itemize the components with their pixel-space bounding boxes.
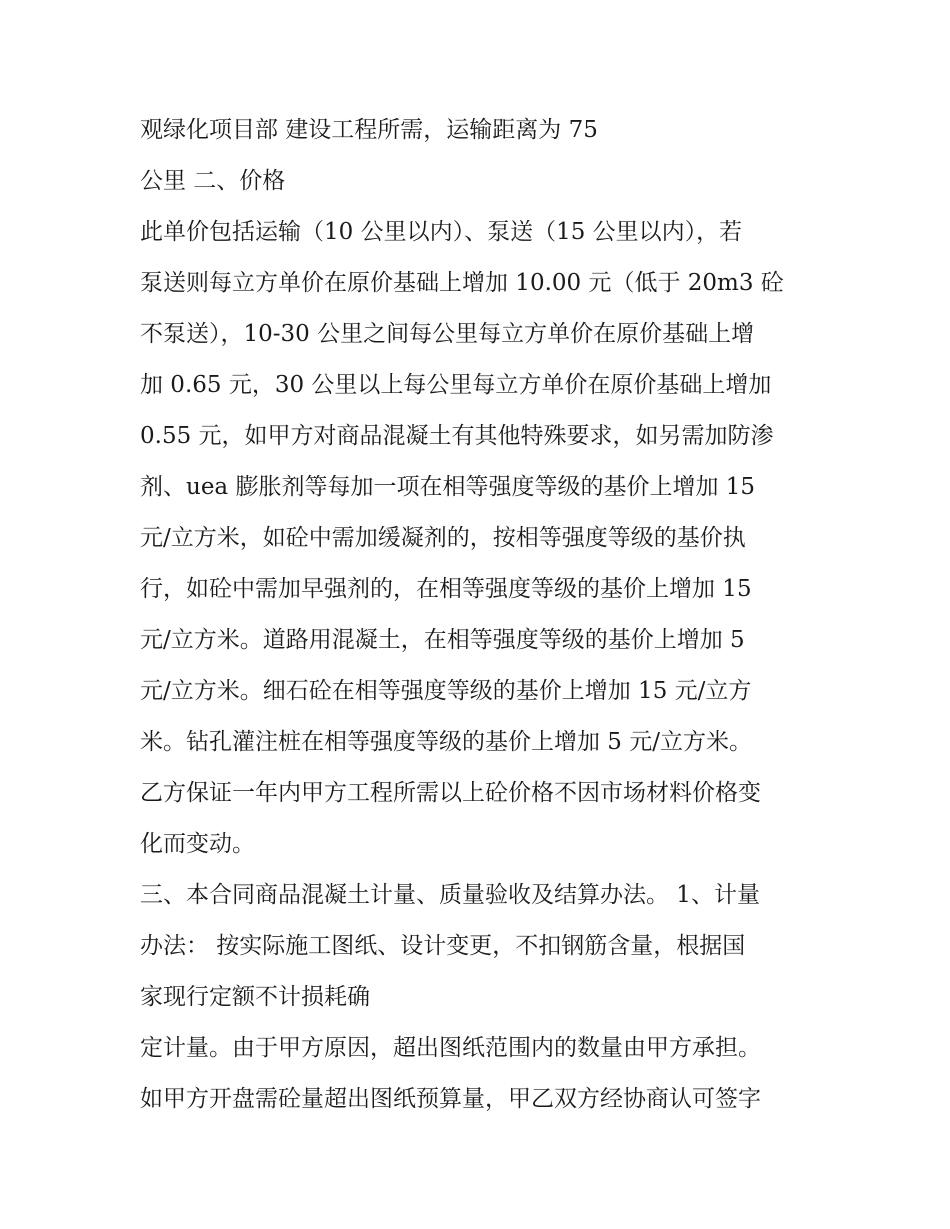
text-line: 0.55 元，如甲方对商品混凝土有其他特殊要求，如另需加防渗 xyxy=(140,423,774,449)
text-line: 元/立方米，如砼中需加缓凝剂的，按相等强度等级的基价执 xyxy=(140,525,746,551)
text-line: 三、本合同商品混凝土计量、质量验收及结算办法。 1、计量 xyxy=(140,882,760,908)
text-line: 行，如砼中需加早强剂的，在相等强度等级的基价上增加 15 xyxy=(140,576,752,602)
text-line: 观绿化项目部 建设工程所需，运输距离为 75 xyxy=(140,117,598,143)
text-line: 化而变动。 xyxy=(140,831,255,857)
text-line: 元/立方米。细石砼在相等强度等级的基价上增加 15 元/立方 xyxy=(140,678,752,704)
text-line: 加 0.65 元，30 公里以上每公里每立方单价在原价基础上增加 xyxy=(140,372,772,398)
text-line: 如甲方开盘需砼量超出图纸预算量，甲乙双方经协商认可签字 xyxy=(140,1086,761,1112)
text-line: 剂、uea 膨胀剂等每加一项在相等强度等级的基价上增加 15 xyxy=(140,474,756,500)
text-line: 办法： 按实际施工图纸、设计变更，不扣钢筋含量，根据国 xyxy=(140,933,746,959)
text-line: 此单价包括运输（10 公里以内）、泵送（15 公里以内），若 xyxy=(140,219,743,245)
document-body xyxy=(140,105,830,1125)
text-line: 定计量。由于甲方原因，超出图纸范围内的数量由甲方承担。 xyxy=(140,1035,761,1061)
text-line: 泵送则每立方单价在原价基础上增加 10.00 元（低于 20m3 砼 xyxy=(140,270,784,296)
text-line: 元/立方米。道路用混凝土，在相等强度等级的基价上增加 5 xyxy=(140,627,745,653)
text-line: 米。钻孔灌注桩在相等强度等级的基价上增加 5 元/立方米。 xyxy=(140,729,753,755)
text-line: 家现行定额不计损耗确 xyxy=(140,984,370,1010)
text-line: 公里 二、价格 xyxy=(140,168,286,194)
text-line: 不泵送），10-30 公里之间每公里每立方单价在原价基础上增 xyxy=(140,321,755,347)
text-line: 乙方保证一年内甲方工程所需以上砼价格不因市场材料价格变 xyxy=(140,780,761,806)
